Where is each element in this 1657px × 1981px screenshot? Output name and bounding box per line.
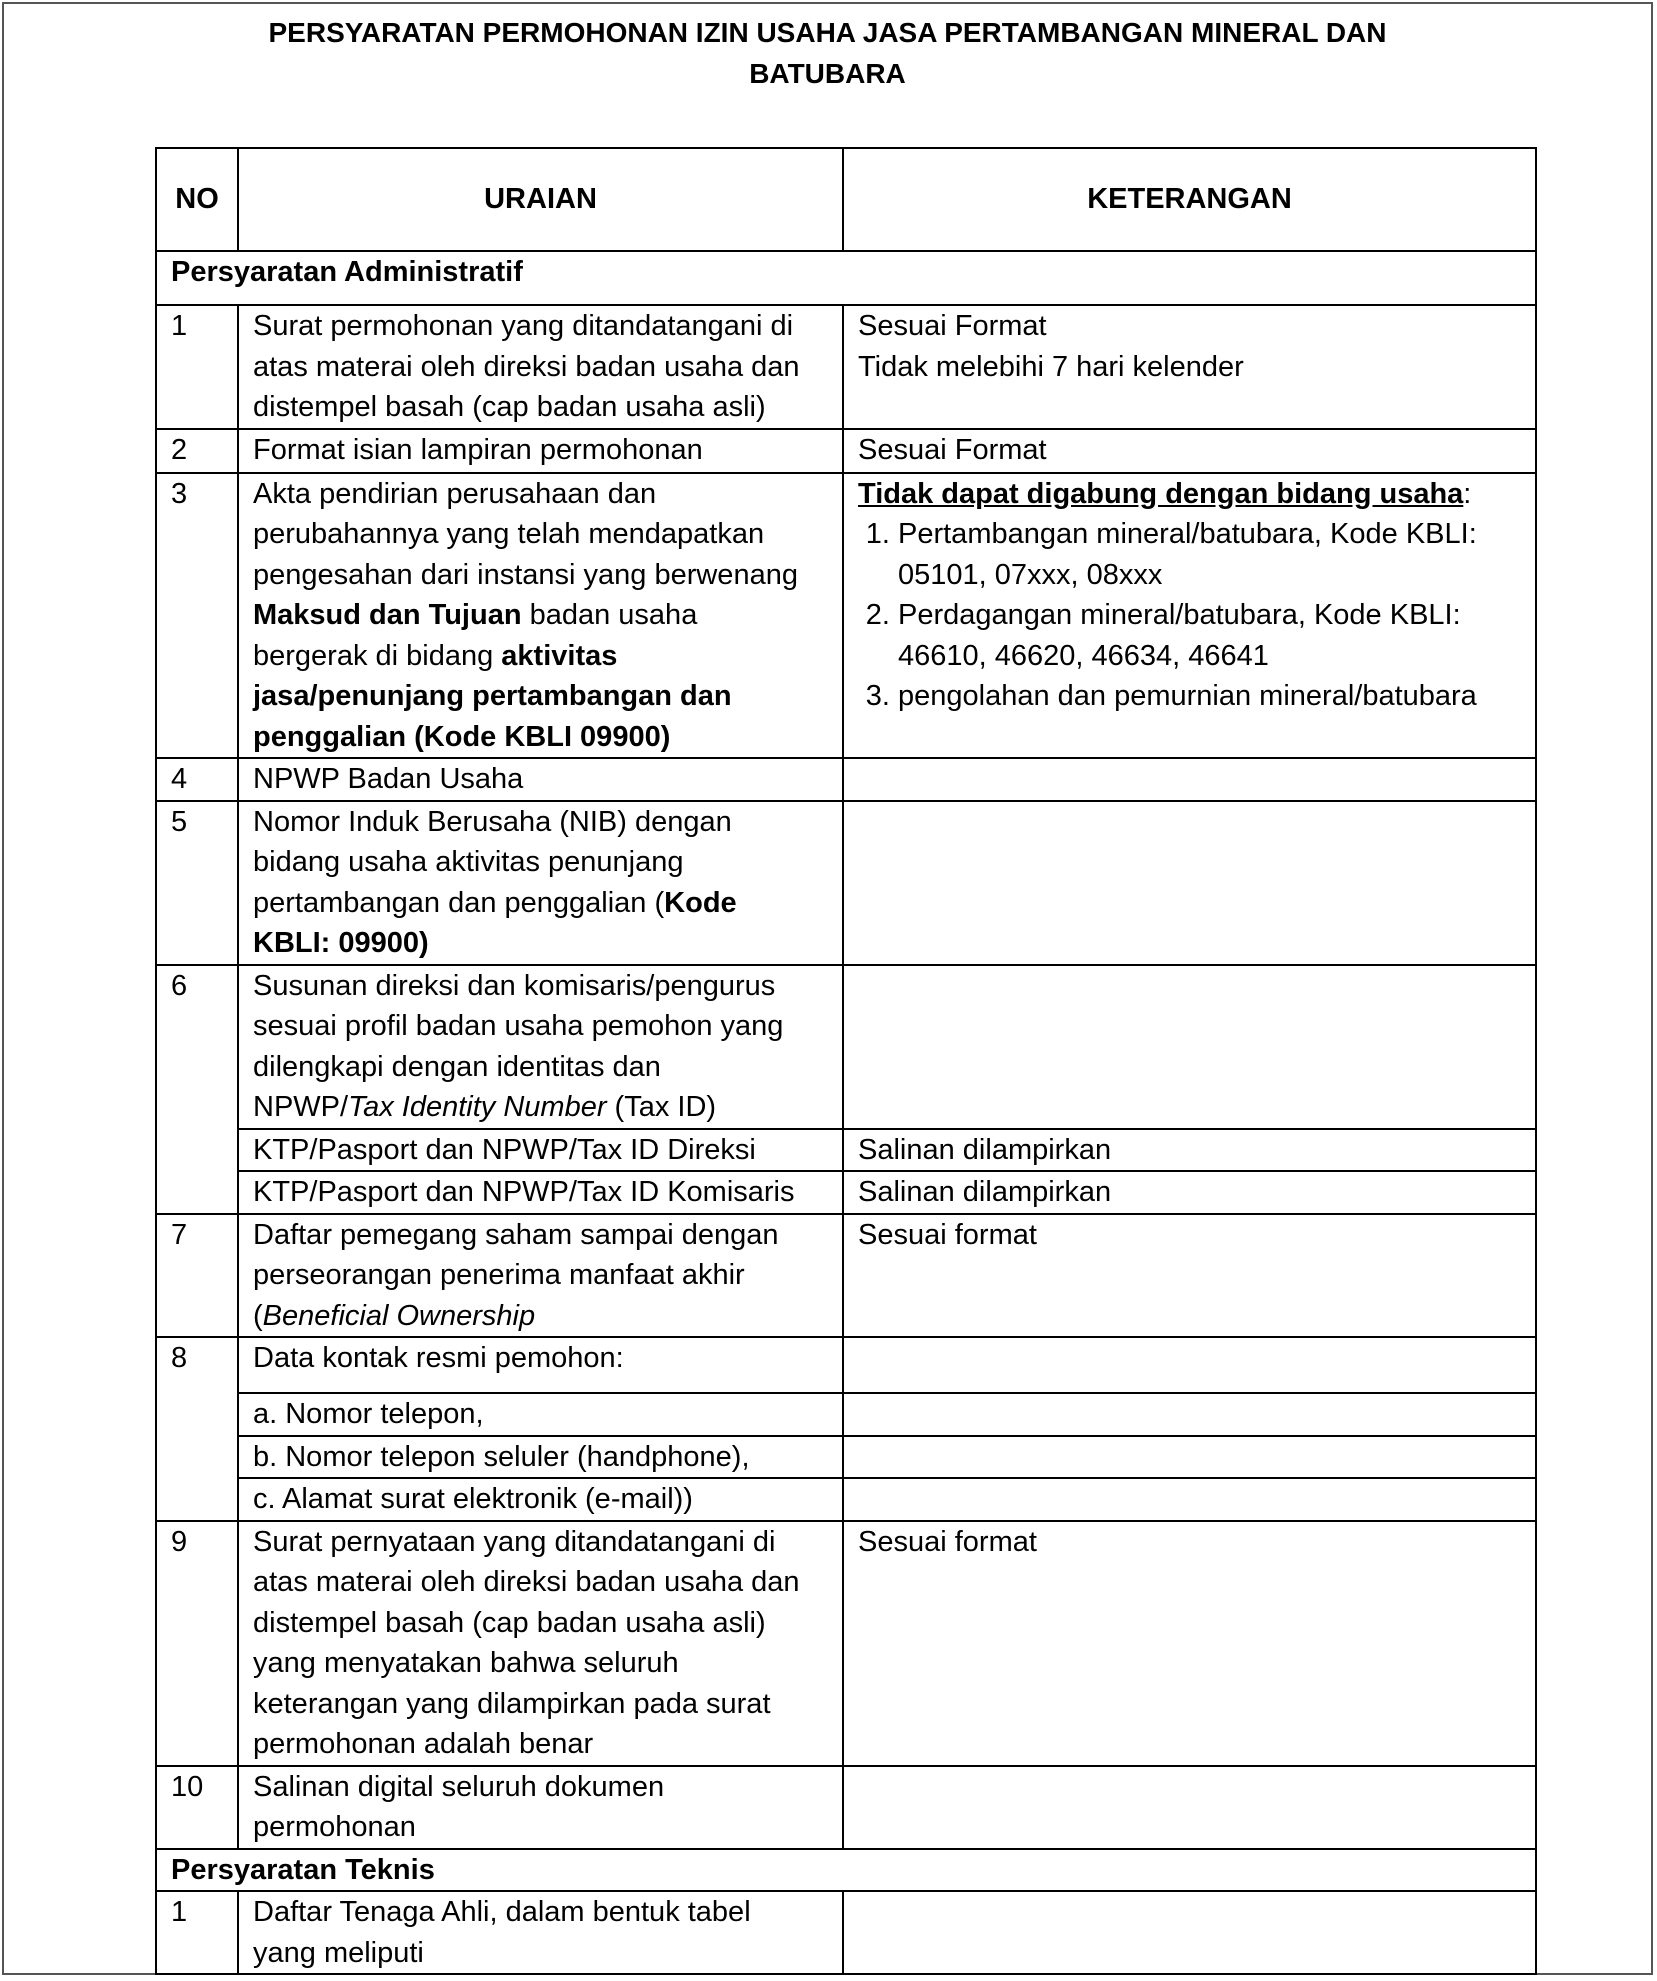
keterangan-cell: Sesuai Format [843,429,1536,473]
uraian-line: distempel basah (cap badan usaha asli) [253,391,766,423]
keterangan-cell: Salinan dilampirkan [843,1129,1536,1172]
uraian-line: distempel basah (cap badan usaha asli) [253,1606,766,1639]
section-teknis: Persyaratan Teknis [156,1849,1536,1892]
table-subrow [156,1129,1536,1172]
uraian-cell [238,1766,843,1849]
uraian-line: jasa/penunjang pertambangan dan [253,680,732,712]
uraian-line: atas materai oleh direksi badan usaha dan [253,1566,800,1598]
table-row [156,473,1536,759]
table-subrow [156,1393,1536,1436]
uraian-line [253,595,828,636]
section-administratif: Persyaratan Administratif [156,251,1536,305]
table-row [156,1766,1536,1849]
uraian-cell [238,1891,843,1974]
keterangan-line: Tidak melebihi 7 hari kelender [858,350,1244,383]
uraian-line: Daftar pemegang saham sampai dengan [253,1218,779,1251]
uraian-line: perseorangan penerima manfaat akhir [253,1259,745,1291]
underlined-heading: Tidak dapat digabung dengan bidang usaha [858,477,1464,510]
bold-text: aktivitas [501,639,618,672]
table-row [156,305,1536,429]
row-number: 2 [156,429,238,473]
uraian-cell [238,473,843,759]
table-row [156,1214,1536,1338]
uraian-cell: a. Nomor telepon, [238,1393,843,1436]
uraian-line: permohonan adalah benar [253,1728,594,1760]
row-number: 6 [156,965,238,1214]
uraian-line: Surat permohonan yang ditandatangani di [253,310,794,342]
uraian-line: KBLI: 09900) [253,927,429,959]
uraian-line: keterangan yang dilampirkan pada surat [253,1687,771,1720]
bold-text: Maksud dan Tujuan [253,599,522,631]
plain-text: pertambangan dan penggalian ( [253,886,665,919]
heading-suffix: : [1463,477,1472,510]
row-number: 10 [156,1766,238,1849]
keterangan-cell [843,801,1536,965]
requirements-table [155,147,1537,1975]
keterangan-cell: Salinan dilampirkan [843,1171,1536,1214]
italic-text: Beneficial Ownership [262,1299,536,1332]
keterangan-cell [843,965,1536,1129]
uraian-cell: Data kontak resmi pemohon: [238,1337,843,1393]
uraian-line: Susunan direksi dan komisaris/pengurus [253,969,776,1002]
section-row-teknis [156,1849,1536,1892]
uraian-line [253,1296,828,1337]
keterangan-cell: Sesuai format [843,1521,1536,1766]
uraian-line [253,636,828,677]
uraian-line: Surat pernyataan yang ditandatangani di [253,1525,776,1558]
keterangan-cell [843,473,1536,759]
table-row [156,1337,1536,1393]
uraian-cell: c. Alamat surat elektronik (e-mail)) [238,1478,843,1521]
uraian-line: yang meliputi [253,1936,424,1969]
table-row [156,429,1536,473]
row-number: 8 [156,1337,238,1521]
list-item-line: 05101, 07xxx, 08xxx [898,558,1163,591]
table-row [156,1521,1536,1766]
uraian-cell [238,801,843,965]
uraian-line: Daftar Tenaga Ahli, dalam bentuk tabel [253,1896,751,1928]
list-item-line: 3. pengolahan dan pemurnian mineral/batubara [898,680,1477,712]
plain-text: NPWP/ [253,1091,349,1123]
row-number: 7 [156,1214,238,1338]
uraian-line: perubahannya yang telah mendapatkan [253,518,765,550]
keterangan-cell: Sesuai format [843,1214,1536,1338]
keterangan-cell [843,1478,1536,1521]
uraian-line: Nomor Induk Berusaha (NIB) dengan [253,805,732,838]
table-row [156,758,1536,801]
row-number: 9 [156,1521,238,1766]
table-subrow [156,1436,1536,1479]
list-item [898,676,1521,717]
table-row [156,1891,1536,1974]
uraian-line: sesuai profil badan usaha pemohon yang [253,1010,784,1042]
uraian-cell: KTP/Pasport dan NPWP/Tax ID Direksi [238,1129,843,1172]
uraian-cell [238,965,843,1129]
uraian-line: Akta pendirian perusahaan dan [253,477,657,510]
document-page [2,2,1653,1975]
excluded-business-list [858,514,1521,717]
row-number: 5 [156,801,238,965]
italic-text: Tax Identity Number [348,1091,607,1123]
section-row-administratif [156,251,1536,305]
title-line-2: BATUBARA [749,58,906,89]
row-number: 1 [156,305,238,429]
uraian-line: atas materai oleh direksi badan usaha dan [253,350,800,383]
uraian-cell: KTP/Pasport dan NPWP/Tax ID Komisaris [238,1171,843,1214]
uraian-line: Salinan digital seluruh dokumen [253,1770,665,1803]
uraian-cell: b. Nomor telepon seluler (handphone), [238,1436,843,1479]
header-no: NO [156,148,238,251]
list-item-line: 46610, 46620, 46634, 46641 [898,639,1269,672]
table-subrow [156,1171,1536,1214]
table-header-row [156,148,1536,251]
keterangan-line: Sesuai Format [858,310,1047,342]
header-uraian: URAIAN [238,148,843,251]
row-number: 4 [156,758,238,801]
keterangan-cell [843,1337,1536,1393]
uraian-cell: NPWP Badan Usaha [238,758,843,801]
plain-text: bergerak di bidang [253,639,502,672]
uraian-line: penggalian (Kode KBLI 09900) [253,720,671,753]
keterangan-cell [843,305,1536,429]
keterangan-cell [843,758,1536,801]
table-row [156,801,1536,965]
keterangan-cell [843,1393,1536,1436]
list-item [898,595,1521,676]
plain-text: badan usaha [521,599,698,631]
uraian-cell [238,1214,843,1338]
table-row [156,965,1536,1129]
uraian-cell [238,305,843,429]
uraian-line: pengesahan dari instansi yang berwenang [253,558,798,591]
title-line-1: PERSYARATAN PERMOHONAN IZIN USAHA JASA PERTAMBANGAN MINERAL DAN [268,17,1387,48]
uraian-line [253,1087,828,1128]
list-item [898,514,1521,595]
uraian-line: dilengkapi dengan identitas dan [253,1050,661,1083]
uraian-line: permohonan [253,1811,416,1843]
row-number: 3 [156,473,238,759]
keterangan-cell [843,1766,1536,1849]
list-item-line: 2. Perdagangan mineral/batubara, Kode KBLI: [898,599,1461,631]
table-subrow [156,1478,1536,1521]
plain-text: ( [253,1299,263,1332]
uraian-line: yang menyatakan bahwa seluruh [253,1647,679,1679]
uraian-line: bidang usaha aktivitas penunjang [253,846,684,878]
uraian-cell [238,1521,843,1766]
uraian-cell: Format isian lampiran permohonan [238,429,843,473]
list-item-line: 1. Pertambangan mineral/batubara, Kode KBLI: [898,518,1477,550]
uraian-line [253,883,828,924]
bold-text: Kode [664,886,737,919]
header-keterangan: KETERANGAN [843,148,1536,251]
row-number: 1 [156,1891,238,1974]
keterangan-heading [858,474,1521,515]
page-title [4,12,1651,94]
plain-text: (Tax ID) [606,1091,717,1123]
keterangan-cell [843,1891,1536,1974]
keterangan-cell [843,1436,1536,1479]
